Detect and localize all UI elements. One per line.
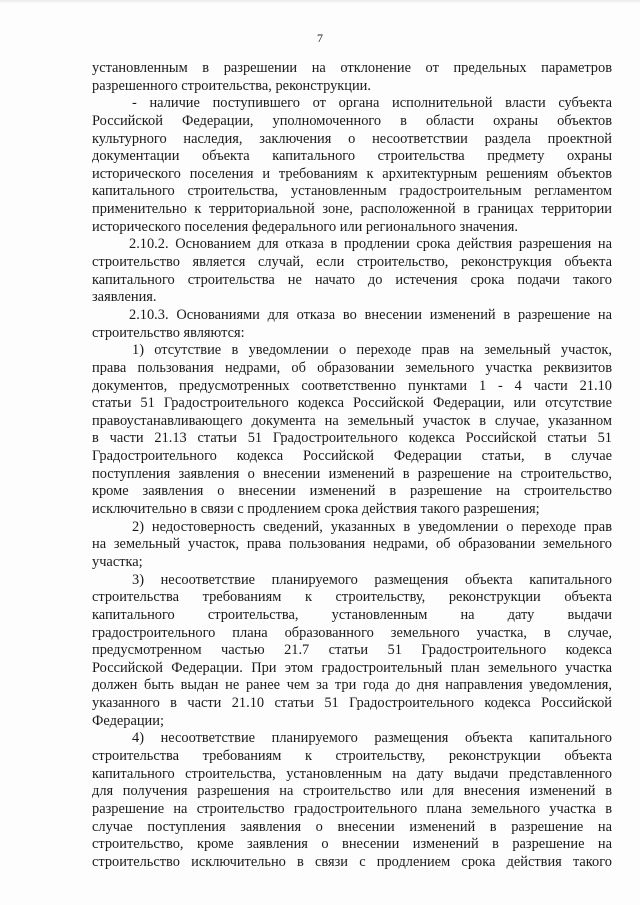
page-number: 7 xyxy=(317,31,323,45)
text-line: для получения разрешения на строительство или для внесения изменений в xyxy=(92,783,612,800)
text-line: культурного наследия, заключения о несоответствии раздела проектной xyxy=(92,130,612,147)
text-line: строительство, кроме заявления о внесении изменений в разрешение на xyxy=(92,836,612,853)
text-line: 1) отсутствие в уведомлении о переходе прав на земельный участок, xyxy=(132,342,612,359)
text-line: документов, предусмотренных соответственно пунктами 1 - 4 части 21.10 xyxy=(92,377,612,394)
text-line: кроме заявления о внесении изменений в разрешение на строительство xyxy=(92,483,612,500)
text-line: Российской Федерации. При этом градостроительный план земельного участка xyxy=(92,659,612,676)
text-line: Российской Федерации, уполномоченного в области охраны объектов xyxy=(92,112,612,129)
text-line: применительно к территориальной зоне, расположенной в границах территории xyxy=(92,201,612,218)
text-line: 3) несоответствие планируемого размещения объекта капитального xyxy=(132,571,612,588)
text-line: случае поступления заявления о внесении изменений в разрешение на xyxy=(92,818,612,835)
text-line: строительство являются: xyxy=(92,324,245,341)
text-line: участка; xyxy=(92,553,143,570)
text-line: строительство исключительно в связи с продлением срока действия такого xyxy=(92,853,612,870)
text-line: в части 21.13 статьи 51 Градостроительного кодекса Российской статьи 51 xyxy=(92,430,612,447)
text-line: - наличие поступившего от органа исполнительной власти субъекта xyxy=(132,95,612,112)
text-line: строительства требованиям к строительству, реконструкции объекта xyxy=(92,589,612,606)
text-line: 4) несоответствие планируемого размещения объекта капитального xyxy=(132,730,612,747)
text-line: исключительно в связи с продлением срока действия такого разрешения; xyxy=(92,501,540,518)
text-line: капитального строительства, установленным на дату выдачи представленного xyxy=(92,765,612,782)
text-line: капитального строительства, установленным градостроительным регламентом xyxy=(92,183,612,200)
text-line: установленным в разрешении на отклонение от предельных параметров xyxy=(92,60,612,76)
document-body xyxy=(92,60,612,871)
text-line: 2.10.3. Основаниями для отказа во внесении изменений в разрешение на xyxy=(129,306,612,323)
text-line: разрешенного строительства, реконструкции. xyxy=(92,77,371,94)
text-line: капитального строительства не начато до истечения срока подачи такого xyxy=(92,271,612,288)
text-line: капитального строительства, установленным на дату выдачи xyxy=(92,606,612,623)
text-line: 2.10.2. Основанием для отказа в продлении срока действия разрешения на xyxy=(129,236,612,253)
text-line: 2) недостоверность сведений, указанных в уведомлении о переходе прав xyxy=(132,518,612,535)
text-line: на земельный участок, права пользования недрами, об образовании земельного xyxy=(92,536,612,553)
text-line: разрешение на строительство градостроительного плана земельного участка в xyxy=(92,800,612,817)
text-line: градостроительного плана образованного земельного участка, в случае, xyxy=(92,624,612,641)
text-line: исторического поселения и требованиям к архитектурным решениям объектов xyxy=(92,165,612,182)
text-line: правоустанавливающего документа на земельный участок в случае, указанном xyxy=(92,412,612,429)
text-line: строительства требованиям к строительству, реконструкции объекта xyxy=(92,747,612,764)
scan-edge xyxy=(0,0,640,4)
text-line: документации объекта капитального строительства предмету охраны xyxy=(92,148,612,165)
text-line: предусмотренном частью 21.7 статьи 51 Градостроительного кодекса xyxy=(92,642,612,659)
text-line: права пользования недрами, об образовании земельного участка реквизитов xyxy=(92,359,612,376)
text-line: поступления заявления о внесении изменений в разрешение на строительство, xyxy=(92,465,612,482)
text-line: заявления. xyxy=(92,289,157,306)
text-line: Градостроительного кодекса Российской Федерации статьи, в случае xyxy=(92,448,612,465)
text-line: статьи 51 Градостроительного кодекса Российской Федерации, или отсутствие xyxy=(92,395,612,412)
text-line: строительство является случай, если строительство, реконструкция объекта xyxy=(92,254,612,271)
text-line: Федерации; xyxy=(92,712,164,729)
text-line: исторического поселения федерального или регионального значения. xyxy=(92,218,518,235)
text-line: должен быть выдан не ранее чем за три года до дня направления уведомления, xyxy=(92,677,612,694)
text-line: указанного в части 21.10 статьи 51 Градостроительного кодекса Российской xyxy=(92,695,612,712)
